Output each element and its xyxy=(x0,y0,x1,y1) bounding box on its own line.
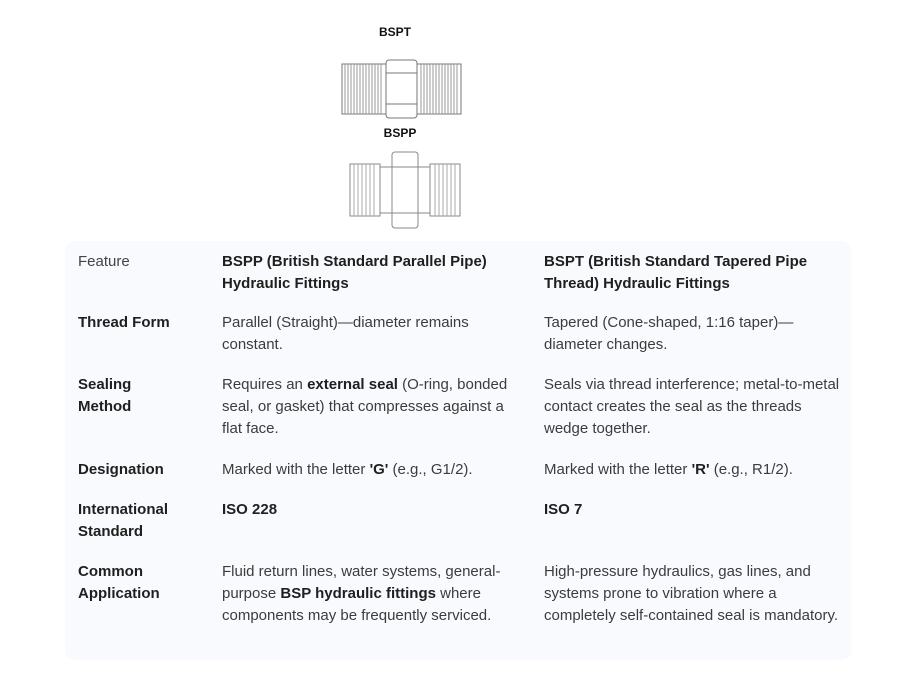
feature-cell: Sealing Method xyxy=(78,376,132,415)
feature-cell: Designation xyxy=(78,461,164,478)
bspt-cell: High-pressure hydraulics, gas lines, and systems prone to vibration where a completely self-contained seal is mandatory. xyxy=(544,563,839,624)
bspp-cell: Requires an external seal (O-ring, bonded seal, or gasket) that compresses against a flat face. xyxy=(222,376,508,437)
bspt-label: BSPT xyxy=(378,25,411,39)
bspt-cell: ISO 7 xyxy=(544,501,583,518)
bspp-cell: Marked with the letter 'G' (e.g., G1/2). xyxy=(222,461,473,478)
header-bspp: BSPP (British Standard Parallel Pipe) Hydraulic Fittings xyxy=(222,253,487,292)
feature-cell: Common Application xyxy=(78,563,160,602)
bspp-label: BSPP xyxy=(383,126,417,140)
feature-cell: Thread Form xyxy=(78,314,170,331)
feature-cell: International Standard xyxy=(78,501,169,540)
header-feature: Feature xyxy=(78,253,130,270)
header-bspt: BSPT (British Standard Tapered Pipe Thread) Hydraulic Fittings xyxy=(544,253,808,292)
bspp-cell: Fluid return lines, water systems, general-purpose BSP hydraulic fittings where components may be frequently serviced. xyxy=(222,563,501,624)
fittings-illustration xyxy=(0,0,900,240)
bspt-cell: Marked with the letter 'R' (e.g., R1/2). xyxy=(544,461,793,478)
bspt-cell: Seals via thread interference; metal-to-metal contact creates the seal as the threads wedge together. xyxy=(544,376,840,437)
bspp-fitting-icon xyxy=(345,147,465,231)
bspt-fitting-icon xyxy=(338,56,464,122)
bspp-cell: Parallel (Straight)—diameter remains constant. xyxy=(222,314,469,353)
comparison-table xyxy=(65,241,851,660)
bspt-cell: Tapered (Cone-shaped, 1:16 taper)—diameter changes. xyxy=(544,314,794,353)
bspp-cell: ISO 228 xyxy=(222,501,278,518)
